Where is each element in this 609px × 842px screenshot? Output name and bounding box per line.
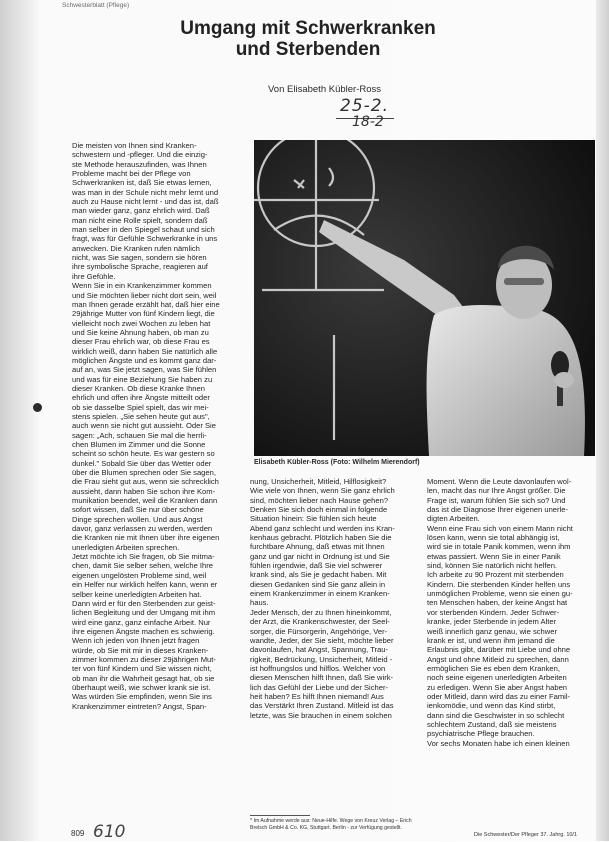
author-photo [254,140,595,456]
article-column-2: nung, Unsicherheit, Mitleid, Hilflosigkeit? Wie viele von Ihnen, wenn Sie ganz ehrlich sind, möchten lieber nach Hause gehen? Denken Sie sich doch einmal in folgende Situation hinein: Sie fühlen sich heute Abend ganz schlecht und werden ins Kran- kenhaus gebracht. Plötzlich haben Sie die furchtbare Ahnung, daß etwas mit Ihnen ganz und gar nicht in Ordnung ist und Sie fühlen irgendwie, daß Sie viel schwerer krank sind, als Sie je gedacht haben. Mit diesen Gedanken sind Sie ganz allein in einem Krankenzimmer in einem Kranken- haus. Jeder Mensch, der zu Ihnen hineinkommt, der Arzt, die Krankenschwester, der Seel- sorger, die Fürsorgerin, Angehörige, Ver- wandte, Jeder, der Sie sieht, möchte lieber davonlaufen, hat Angst, Spannung, Trau- rigkeit, Bedrückung, Unsicherheit, Mitleid - ist hoffnungslos und hilflos. Welcher von diesen Menschen hilft Ihnen, daß Sie wirk- lich das Gefühl der Liebe und der Sicher- heit haben? Es hilft Ihnen niemand! Aus das Verstärkt Ihren Zustand. Mitleid ist das letzte, was Sie brauchen in einem solchen [250,477,395,720]
scan-edge [596,0,609,841]
punch-hole-mark [33,403,42,412]
author-byline: Von Elisabeth Kübler-Ross [268,84,382,95]
article-column-3: Moment. Wenn die Leute davonlaufen wol- len, macht das nur Ihre Angst größer. Die Frage ist, warum fühlen Sie sich so? Und das ist die Diagnose Ihrer eigenen unerle- digten Arbeiten. Wenn eine Frau sich von einem Mann nicht lösen kann, wenn sie total abhängig ist, wird sie in totale Panik kommen, wenn ihm etwas passiert. Wenn Sie in einer Panik sind, können Sie natürlich nicht helfen. Ich arbeite zu 90 Prozent mit sterbenden Kindern. Die sterbenden Kinder helfen uns unmöglichen Probleme, wenn sie einen gu- ten Menschen haben, der keine Angst hat vor sterbenden Kindern. Jeder Schwer- kranke, jeder Sterbende in jedem Alter weiß innerlich ganz genau, wie schwer krank er ist, und wenn ihm jemand die Erlaubnis gibt, darüber mit Liebe und ohne Angst und ohne Mitleid zu sprechen, dann ermöglichen Sie es eben dem Kranken, noch seine eigenen unerledigten Arbeiten zu erledigen. Wenn Sie aber Angst haben oder Mitleid, dann wird das zu einer Famil- ienkomödie, und wenn das Kind stirbt, dann sind die Geschwister in so schlecht schlechtem Zustand, daß sie meistens psychiatrische Pflege brauchen. Vor sechs Monaten habe ich einen kleinen [427,477,573,748]
title-line-1: Umgang mit Schwerkranken [180,18,436,39]
article-column-1: Die meisten von Ihnen sind Kranken- schwestern und -pfleger. Und die einzig- ste Methode herauszufinden, was Ihnen Probleme macht bei der Pflege von Schwerkranken ist, daß Sie etwas lernen, was man in der Schule nicht mehr lernt und auch zu Hause nicht lernt - und das ist, daß man wieder ganz, ganz ehrlich wird. Daß man nicht eine Rolle spielt, sondern daß man selber in den Spiegel schaut und sich fragt, was für Gefühle Schwerkranke in uns anwecken. Die Kranken rufen nämlich nicht, was Sie sagen, sondern sie hören ihre symbolische Sprache, reagieren auf ihre Gefühle. Wenn Sie in ein Krankenzimmer kommen und Sie möchten lieber nicht dort sein, weil man Ihnen gerade erzählt hat, daß hier eine 29jährige Mutter von fünf Kindern liegt, die vielleicht noch zwei Wochen zu leben hat und Sie keine Ahnung haben, ob man zu dieser Frau ehrlich war, ob diese Frau es wirklich weiß, dann haben Sie natürlich alle möglichen Ängste und es kommt ganz dar- auf an, was Sie jetzt sagen, was Sie fühlen und was für eine Beziehung Sie haben zu dieser Kranken. Ob diese Kranke Ihnen ehrlich und offen ihre Ängste mitteilt oder ob sie dasselbe Spiel spielt, das wir mei- stens spielen. „Sie sehen heute gut aus", auch wenn sie nicht gut aussieht. Oder Sie sagen: „Ach, schauen Sie mal die herrli- chen Blumen im Zimmer und die Sonne scheint so schön heute. Es war gestern so dunkel." Sobald Sie über das Wetter oder über die Blumen sprechen oder Sie sagen, die Frau sieht gut aus, wenn sie schrecklich aussieht, dann haben Sie schon ihre Kom- munikation beendet, weil die Kranken dann sofort wissen, daß Sie nur über schöne Dinge sprechen wollen. Und aus Angst davor, ganz verlassen zu werden, werden die Kranken nie mit Ihnen über ihre eigenen unerledigten Arbeiten sprechen. Jetzt möchte ich Sie fragen, ob Sie mitma- chen, damit Sie selber sehen, welche Ihre eigenen ungelösten Probleme sind, weil ein Helfer nur wirklich helfen kann, wenn er selber keine unerledigten Arbeiten hat. Dann wird er für den Sterbenden zur geist- lichen Begleitung und der Umgang mit ihm wird eine ganz, ganz einfache Arbeit. Nur ihre eigenen Ängste machen es schwierig. Wenn ich jeden von Ihnen jetzt fragen würde, ob Sie mit mir in dieses Kranken- zimmer kommen zu dieser 29jährigen Mut- ter von fünf Kindern und Sie wissen nicht, ob man ihr die Wahrheit gesagt hat, ob sie überhaupt weiß, wie schwer krank sie ist. Was würden Sie empfinden, wenn Sie ins Krankenzimmer eintreten? Angst, Span- [72,141,220,711]
page-number: 809 [71,829,85,838]
photo-caption: Elisabeth Kübler-Ross (Foto: Wilhelm Mierendorf) [254,459,420,466]
handwritten-page-note: 610 [93,822,126,842]
article-title [176,18,440,60]
handwritten-note-1: 25-2. [340,96,389,116]
footnote-divider [250,815,310,816]
title-line-2: und Sterbenden [235,39,381,60]
handwritten-note-2: 18-2 [352,114,384,130]
journal-footer: Die Schwester/Der Pfleger 37. Jahrg. 10/1 [474,832,578,838]
footnote: * Im Aufnahme werde aus: Neue-Hilfe. Wege von Kreuz Verlag – Erich Brelsch GmbH & Co. KG, Stuttgart. Berlin - zur Verfügung gestellt. [250,818,412,831]
header-running-title: Schwesterblatt (Pflege) [62,2,130,9]
